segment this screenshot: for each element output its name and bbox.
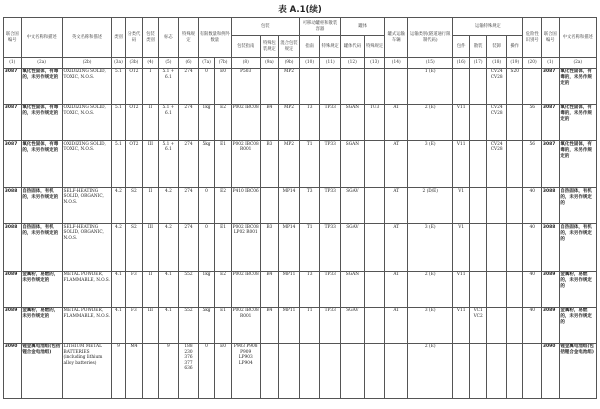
cell-transport-category: 2 (D/E) xyxy=(408,188,453,224)
cell-sp-loading xyxy=(487,188,507,224)
col-index: (14) xyxy=(385,58,408,68)
cell-portable-tank-instr: T3 xyxy=(299,188,320,224)
col-index: (7b) xyxy=(215,58,232,68)
cell-packing-instructions: P002 IBC08 xyxy=(231,271,260,307)
col-index: (1) xyxy=(542,58,560,68)
cell-labels: 9 xyxy=(158,343,179,398)
header-class: 类别 xyxy=(112,18,125,58)
cell-cn-name-right: 金属粉，易燃的，未另作规定的 xyxy=(559,271,596,307)
cell-portable-tank-special xyxy=(320,68,341,104)
cell-un-no-right: 3090 xyxy=(542,343,560,398)
cell-portable-tank-instr: T1 xyxy=(299,307,320,343)
cell-tank-code xyxy=(341,68,365,104)
cell-tank-code: SGAV xyxy=(341,307,365,343)
cell-excepted-qty: E2 xyxy=(215,188,232,224)
cell-transport-category: 2 (E) xyxy=(408,104,453,140)
cell-mixed-packing: MP14 xyxy=(279,188,300,224)
cell-tank-code xyxy=(341,343,365,398)
cell-special-packing: B4 xyxy=(260,307,279,343)
header-en-name: 英文名称和描述 xyxy=(62,18,111,58)
cell-mixed-packing: MP2 xyxy=(279,68,300,104)
col-index: (12) xyxy=(341,58,365,68)
cell-cn-name-right: 自热固体，有机的，未另作规定的 xyxy=(559,188,596,224)
header-packing-instructions: 包装指南 xyxy=(231,36,260,58)
cell-mixed-packing: MP11 xyxy=(279,271,300,307)
header-sp-packages: 包件 xyxy=(453,36,469,58)
cell-cn-name: 金属粉，易燃的，未另作规定的 xyxy=(21,271,62,307)
cell-mixed-packing xyxy=(279,343,300,398)
cell-packing-group: III xyxy=(143,224,158,271)
cell-packing-instructions: P002 IBC08 R001 xyxy=(231,307,260,343)
cell-hazard-id: 56 xyxy=(523,140,542,187)
table-row xyxy=(4,343,597,398)
header-special-packing: 特殊包装规定 xyxy=(260,36,279,58)
cell-packing-instructions: P002 IBC08 R001 xyxy=(231,140,260,187)
cell-un-no: 3089 xyxy=(4,271,22,307)
cell-portable-tank-instr: T1 xyxy=(299,224,320,271)
header-sp-bulk: 散装 xyxy=(469,36,487,58)
cell-sp-packages: V11 xyxy=(453,307,469,343)
cell-vehicle-for-tank xyxy=(385,68,408,104)
cell-sp-packages: V1 xyxy=(453,188,469,224)
cell-portable-tank-special: TP33 xyxy=(320,188,341,224)
cell-sp-loading xyxy=(487,224,507,271)
cell-sp-bulk xyxy=(469,271,487,307)
cell-tank-special xyxy=(364,140,385,187)
cell-sp-operation xyxy=(506,307,522,343)
cell-excepted-qty: E1 xyxy=(215,224,232,271)
cell-class: 4.1 xyxy=(112,271,125,307)
column-index-row xyxy=(4,58,597,68)
cell-tank-special xyxy=(364,343,385,398)
cell-un-no: 3087 xyxy=(4,140,22,187)
col-index: (2a) xyxy=(559,58,596,68)
dangerous-goods-table xyxy=(3,17,597,399)
header-transport-category: 运输类别(隧道通行限制代码) xyxy=(408,18,453,58)
cell-class-code: OT2 xyxy=(125,104,143,140)
cell-sp-operation xyxy=(506,188,522,224)
cell-sp-operation xyxy=(506,140,522,187)
col-index: (10) xyxy=(299,58,320,68)
cell-un-no-right: 3088 xyxy=(542,224,560,271)
cell-excepted-qty: E0 xyxy=(215,68,232,104)
cell-sp-bulk xyxy=(469,224,487,271)
cell-vehicle-for-tank xyxy=(385,343,408,398)
cell-packing-instructions: P002 IBC08 xyxy=(231,104,260,140)
cell-packing-group: II xyxy=(143,188,158,224)
cell-mixed-packing: MP2 xyxy=(279,104,300,140)
col-index: (9b) xyxy=(279,58,300,68)
table-row xyxy=(4,271,597,307)
col-index: (7a) xyxy=(198,58,214,68)
cell-hazard-id xyxy=(523,68,542,104)
cell-en-name: LITHIUM METAL BATTERIES (including lithium alloy batteries) xyxy=(62,343,111,398)
cell-packing-instructions: P903 P908 P909 LP903 LP904 xyxy=(231,343,260,398)
cell-limited-qty: 0 xyxy=(198,224,214,271)
cell-portable-tank-special: TP33 xyxy=(320,140,341,187)
cell-class-code: OT2 xyxy=(125,140,143,187)
header-row-group xyxy=(4,18,597,36)
table-row xyxy=(4,224,597,271)
cell-class-code: F3 xyxy=(125,307,143,343)
cell-sp-bulk xyxy=(469,140,487,187)
col-index: (4) xyxy=(143,58,158,68)
cell-special-packing: B3 xyxy=(260,140,279,187)
cell-portable-tank-instr: T3 xyxy=(299,104,320,140)
cell-special-packing xyxy=(260,68,279,104)
cell-class-code: S2 xyxy=(125,224,143,271)
cell-tank-code: SGAN xyxy=(341,271,365,307)
col-index: (17) xyxy=(469,58,487,68)
cell-sp-operation xyxy=(506,224,522,271)
cell-sp-loading xyxy=(487,271,507,307)
cell-packing-group: I xyxy=(143,68,158,104)
cell-limited-qty: 1kg xyxy=(198,271,214,307)
cell-class: 5.1 xyxy=(112,68,125,104)
cell-cn-name: 氧化性固体，有毒的，未另作规定的 xyxy=(21,140,62,187)
table-row xyxy=(4,188,597,224)
cell-transport-category: 1 (E) xyxy=(408,68,453,104)
cell-class: 5.1 xyxy=(112,140,125,187)
cell-cn-name-right: 自热固体，有机的，未另作规定的 xyxy=(559,224,596,271)
table-title: 表 A.1(续) xyxy=(278,5,322,15)
cell-special-provisions: 274 xyxy=(179,104,199,140)
col-index: (19) xyxy=(506,58,522,68)
cell-sp-loading: CV24 CV28 xyxy=(487,104,507,140)
cell-labels: 4.1 xyxy=(158,307,179,343)
cell-tank-code: SGAV xyxy=(341,224,365,271)
cell-un-no: 3087 xyxy=(4,104,22,140)
cell-sp-packages: V11 xyxy=(453,140,469,187)
cell-cn-name: 金属粉，易燃的，未另作规定的 xyxy=(21,307,62,343)
col-index: (9a) xyxy=(260,58,279,68)
cell-labels: 5.1 + 6.1 xyxy=(158,104,179,140)
header-vehicle-for-tank: 罐式运输车辆 xyxy=(385,18,408,58)
cell-special-provisions: 552 xyxy=(179,271,199,307)
cell-special-provisions: 274 xyxy=(179,68,199,104)
cell-sp-packages xyxy=(453,68,469,104)
col-index: (16) xyxy=(453,58,469,68)
cell-packing-instructions: P503 xyxy=(231,68,260,104)
cell-limited-qty: 0 xyxy=(198,343,214,398)
header-packing-group-label: 包装 xyxy=(231,18,299,36)
cell-portable-tank-special: TP33 xyxy=(320,307,341,343)
cell-sp-bulk xyxy=(469,104,487,140)
header-sp-loading: 装卸 xyxy=(487,36,507,58)
cell-un-no: 3088 xyxy=(4,224,22,271)
header-hazard-id: 危险性识别号 xyxy=(523,18,542,58)
header-tank-group-label: 可移动罐柜和散装容器 xyxy=(299,18,340,36)
cell-class: 4.2 xyxy=(112,188,125,224)
table-row xyxy=(4,307,597,343)
cell-portable-tank-instr xyxy=(299,343,320,398)
cell-cn-name-right: 金属粉，易燃的，未另作规定的 xyxy=(559,307,596,343)
cell-packing-group: III xyxy=(143,140,158,187)
cell-transport-category: 3 (E) xyxy=(408,140,453,187)
col-index: (18) xyxy=(487,58,507,68)
cell-tank-code: SGAN xyxy=(341,104,365,140)
col-index: (2a) xyxy=(21,58,62,68)
cell-cn-name-right: 锂金属电池组(包括锂合金电池组) xyxy=(559,343,596,398)
header-packing-group: 包装类别 xyxy=(143,18,158,58)
cell-portable-tank-instr xyxy=(299,68,320,104)
cell-en-name: SELF-HEATING SOLID, ORGANIC, N.O.S. xyxy=(62,188,111,224)
cell-cn-name: 锂金属电池组(包括锂合金电池组) xyxy=(21,343,62,398)
cell-class-code: OT2 xyxy=(125,68,143,104)
cell-limited-qty: 5kg xyxy=(198,140,214,187)
cell-un-no-right: 3087 xyxy=(542,140,560,187)
header-tank-group2-label: 罐体 xyxy=(341,18,385,36)
cell-hazard-id: 40 xyxy=(523,271,542,307)
cell-cn-name-right: 氧化性固体，有毒的，未另作规定的 xyxy=(559,104,596,140)
cell-un-no-right: 3087 xyxy=(542,104,560,140)
cell-special-provisions: 552 xyxy=(179,307,199,343)
cell-en-name: METAL POWDER, FLAMMABLE, N.O.S. xyxy=(62,271,111,307)
col-index: (15) xyxy=(408,58,453,68)
cell-excepted-qty: E0 xyxy=(215,343,232,398)
header-labels: 标志 xyxy=(158,18,179,58)
cell-packing-instructions: P002 IBC08 LP02 R001 xyxy=(231,224,260,271)
cell-special-packing: B4 xyxy=(260,271,279,307)
header-portable-tank-special: 特殊规定 xyxy=(320,36,341,58)
cell-un-no-right: 3089 xyxy=(542,307,560,343)
cell-class-code: M4 xyxy=(125,343,143,398)
cell-packing-group: II xyxy=(143,104,158,140)
cell-special-packing: B4 xyxy=(260,104,279,140)
cell-tank-special: TU3 xyxy=(364,104,385,140)
cell-portable-tank-special: TP33 xyxy=(320,224,341,271)
col-index: (2b) xyxy=(62,58,111,68)
cell-class-code: S2 xyxy=(125,188,143,224)
cell-class: 5.1 xyxy=(112,104,125,140)
cell-en-name: METAL POWDER, FLAMMABLE, N.O.S. xyxy=(62,307,111,343)
cell-vehicle-for-tank: AT xyxy=(385,188,408,224)
table-body xyxy=(4,68,597,399)
cell-transport-category: 3 (E) xyxy=(408,224,453,271)
cell-hazard-id: 40 xyxy=(523,188,542,224)
cell-cn-name-right: 氧化性固体，有毒的，未另作规定的 xyxy=(559,140,596,187)
cell-un-no: 3087 xyxy=(4,68,22,104)
table-row xyxy=(4,68,597,104)
cell-tank-special xyxy=(364,307,385,343)
table-row xyxy=(4,140,597,187)
cell-en-name: SELF-HEATING SOLID, ORGANIC, N.O.S. xyxy=(62,224,111,271)
cell-vehicle-for-tank: AT xyxy=(385,104,408,140)
cell-sp-packages: V11 xyxy=(453,271,469,307)
cell-excepted-qty: E2 xyxy=(215,271,232,307)
cell-un-no: 3088 xyxy=(4,188,22,224)
header-class-code: 分类代码 xyxy=(125,18,143,58)
col-index: (3a) xyxy=(112,58,125,68)
cell-transport-category: 2 (E) xyxy=(408,271,453,307)
cell-packing-group: III xyxy=(143,307,158,343)
cell-sp-operation: S20 xyxy=(506,68,522,104)
cell-vehicle-for-tank: AT xyxy=(385,224,408,271)
cell-hazard-id: 56 xyxy=(523,104,542,140)
cell-un-no: 3089 xyxy=(4,307,22,343)
cell-mixed-packing: MP2 xyxy=(279,140,300,187)
cell-sp-bulk xyxy=(469,343,487,398)
cell-un-no-right: 3089 xyxy=(542,271,560,307)
col-index: (8) xyxy=(231,58,260,68)
cell-vehicle-for-tank: AT xyxy=(385,140,408,187)
cell-portable-tank-special: TP33 xyxy=(320,271,341,307)
cell-tank-special xyxy=(364,271,385,307)
col-index: (5) xyxy=(158,58,179,68)
cell-excepted-qty: E2 xyxy=(215,104,232,140)
col-index: (11) xyxy=(320,58,341,68)
cell-tank-special xyxy=(364,224,385,271)
cell-portable-tank-instr: T1 xyxy=(299,140,320,187)
cell-tank-code: SGAN xyxy=(341,140,365,187)
table-row xyxy=(4,104,597,140)
cell-class: 9 xyxy=(112,343,125,398)
cell-sp-loading: CV24 CV28 xyxy=(487,140,507,187)
header-special-group-label: 运输特殊规定 xyxy=(453,18,523,36)
cell-special-provisions: 274 xyxy=(179,188,199,224)
cell-un-no-right: 3088 xyxy=(542,188,560,224)
cell-tank-code: SGAV xyxy=(341,188,365,224)
col-index: (6) xyxy=(179,58,199,68)
cell-special-packing xyxy=(260,188,279,224)
cell-vehicle-for-tank: AT xyxy=(385,307,408,343)
header-tank-special: 特殊规定 xyxy=(364,36,385,58)
cell-special-provisions: 188 230 376 377 636 xyxy=(179,343,199,398)
header-mixed-packing: 混合包装规定 xyxy=(279,36,300,58)
header-un-no-right: 联合国编号 xyxy=(542,18,560,58)
cell-en-name: OXIDIZING SOLID, TOXIC, N.O.S. xyxy=(62,104,111,140)
cell-packing-instructions: P410 IBC06 xyxy=(231,188,260,224)
header-portable-tank-instr: 指南 xyxy=(299,36,320,58)
cell-un-no-right: 3087 xyxy=(542,68,560,104)
cell-tank-special xyxy=(364,188,385,224)
cell-sp-loading xyxy=(487,307,507,343)
cell-mixed-packing: MP11 xyxy=(279,307,300,343)
col-index: (20) xyxy=(523,58,542,68)
cell-portable-tank-special: TP33 xyxy=(320,104,341,140)
cell-transport-category: 3 (E) xyxy=(408,307,453,343)
col-index: (1) xyxy=(4,58,22,68)
cell-sp-packages: V11 xyxy=(453,104,469,140)
cell-sp-loading xyxy=(487,343,507,398)
cell-sp-bulk xyxy=(469,188,487,224)
cell-cn-name: 氧化性固体，有毒的，未另作规定的 xyxy=(21,104,62,140)
cell-special-packing xyxy=(260,343,279,398)
cell-portable-tank-instr: T3 xyxy=(299,271,320,307)
cell-tank-special xyxy=(364,68,385,104)
header-sp-operation: 操作 xyxy=(506,36,522,58)
cell-excepted-qty: E1 xyxy=(215,140,232,187)
cell-limited-qty: 0 xyxy=(198,68,214,104)
cell-cn-name: 自热固体，有机的，未另作规定的 xyxy=(21,188,62,224)
cell-labels: 4.2 xyxy=(158,224,179,271)
cell-cn-name-right: 氧化性固体，有毒的，未另作规定的 xyxy=(559,68,596,104)
cell-class-code: F3 xyxy=(125,271,143,307)
cell-transport-category: 2 (E) xyxy=(408,343,453,398)
header-cn-name-right: 中文名称和描述 xyxy=(559,18,596,58)
col-index: (3b) xyxy=(125,58,143,68)
header-limited-excepted: 有限数量和例外数量 xyxy=(198,18,231,58)
cell-hazard-id: 40 xyxy=(523,307,542,343)
cell-vehicle-for-tank: AT xyxy=(385,271,408,307)
cell-special-provisions: 274 xyxy=(179,224,199,271)
cell-class: 4.2 xyxy=(112,224,125,271)
cell-special-packing: B3 xyxy=(260,224,279,271)
cell-sp-operation xyxy=(506,271,522,307)
cell-en-name: OXIDIZING SOLID, TOXIC, N.O.S. xyxy=(62,140,111,187)
header-special-provisions: 特殊规定 xyxy=(179,18,199,58)
cell-cn-name: 自热固体，有机的，未另作规定的 xyxy=(21,224,62,271)
cell-un-no: 3090 xyxy=(4,343,22,398)
cell-sp-packages: V1 xyxy=(453,224,469,271)
cell-sp-bulk: VC1 VC2 xyxy=(469,307,487,343)
cell-labels: 5.1 + 6.1 xyxy=(158,68,179,104)
cell-cn-name: 氧化性固体，有毒的，未另作规定的 xyxy=(21,68,62,104)
cell-sp-packages xyxy=(453,343,469,398)
cell-hazard-id: 40 xyxy=(523,224,542,271)
header-cn-name: 中文名称和描述 xyxy=(21,18,62,58)
cell-limited-qty: 1kg xyxy=(198,104,214,140)
cell-sp-bulk xyxy=(469,68,487,104)
cell-excepted-qty: E1 xyxy=(215,307,232,343)
cell-class: 4.1 xyxy=(112,307,125,343)
cell-labels: 5.1 + 6.1 xyxy=(158,140,179,187)
cell-limited-qty: 5kg xyxy=(198,307,214,343)
cell-sp-operation xyxy=(506,343,522,398)
cell-hazard-id xyxy=(523,343,542,398)
cell-mixed-packing: MP14 xyxy=(279,224,300,271)
cell-special-provisions: 274 xyxy=(179,140,199,187)
cell-sp-operation xyxy=(506,104,522,140)
cell-portable-tank-special xyxy=(320,343,341,398)
cell-labels: 4.1 xyxy=(158,271,179,307)
cell-packing-group xyxy=(143,343,158,398)
cell-limited-qty: 0 xyxy=(198,188,214,224)
header-tank-code: 罐体代码 xyxy=(341,36,365,58)
cell-labels: 4.2 xyxy=(158,188,179,224)
cell-packing-group: II xyxy=(143,271,158,307)
cell-sp-loading: CV24 CV28 xyxy=(487,68,507,104)
header-un-no: 联合国编号 xyxy=(4,18,22,58)
cell-en-name: OXIDIZING SOLID, TOXIC, N.O.S. xyxy=(62,68,111,104)
col-index: (13) xyxy=(364,58,385,68)
